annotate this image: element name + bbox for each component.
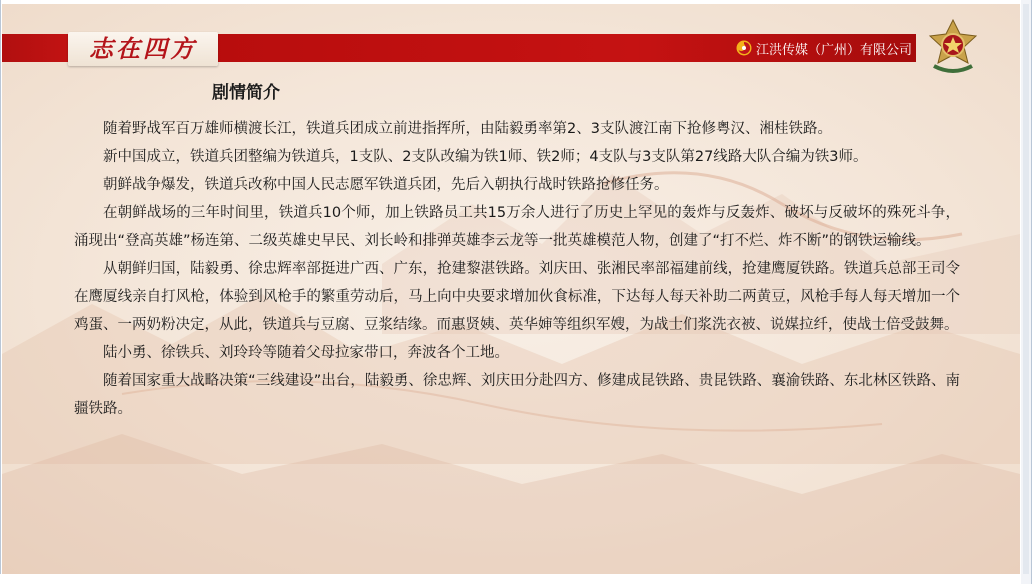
paragraph: 随着国家重大战略决策“三线建设”出台，陆毅勇、徐忠辉、刘庆田分赴四方、修建成昆铁路、贵昆铁路、襄渝铁路、东北林区铁路、南疆铁路。: [74, 373, 960, 417]
paragraph: 朝鲜战争爆发，铁道兵改称中国人民志愿军铁道兵团，先后入朝执行战时铁路抢修任务。: [103, 177, 669, 193]
company-label: [736, 34, 912, 62]
app-title: 志在四方: [89, 34, 197, 63]
slide: [2, 4, 1020, 574]
railway-corps-emblem-icon: [922, 16, 984, 78]
bottom-margin: [0, 574, 1021, 584]
synopsis-content: [74, 115, 960, 423]
paragraph: 从朝鲜归国，陆毅勇、徐忠辉率部挺进广西、广东，抢建黎湛铁路。刘庆田、张湘民率部福建前线，抢建鹰厦铁路。铁道兵总部王司令在鹰厦线亲自打风枪，体验到风枪手的繁重劳动后，马上向中央要求增加伙食标准，下达每人每天补助二两黄豆，风枪手每人每天增加一个鸡蛋、一两奶粉决定，从此，铁道兵与豆腐、豆浆结缘。而惠贤姨、英华婶等组织军嫂，为战士们浆洗衣被、说媒拉纤，使战士倍受鼓舞。: [74, 261, 960, 333]
company-name: 江洪传媒（广州）有限公司: [755, 42, 912, 58]
app-title-plate: [68, 32, 218, 66]
vertical-scrollbar[interactable]: [1023, 4, 1029, 574]
paragraph: 陆小勇、徐铁兵、刘玲玲等随着父母拉家带口，奔波各个工地。: [103, 345, 509, 361]
paragraph: 在朝鲜战场的三年时间里，铁道兵10个师，加上铁路员工共15万余人进行了历史上罕见的轰炸与反轰炸、破坏与反破坏的殊死斗争，涌现出“登高英雄”杨连第、二级英雄史早民、刘长岭和排弹英雄李云龙等一批英雄模范人物，创建了“打不烂、炸不断”的钢铁运输线。: [74, 205, 960, 249]
swirl-logo-icon: [736, 40, 752, 56]
paragraph: 新中国成立，铁道兵团整编为铁道兵，1支队、2支队改编为铁1师、铁2师；4支队与3支队第27线路大队合编为铁3师。: [103, 149, 868, 165]
paragraph: 随着野战军百万雄师横渡长江，铁道兵团成立前进指挥所，由陆毅勇率第2、3支队渡江南下抢修粤汉、湘桂铁路。: [103, 121, 832, 137]
section-title: 剧情简介: [212, 83, 280, 103]
